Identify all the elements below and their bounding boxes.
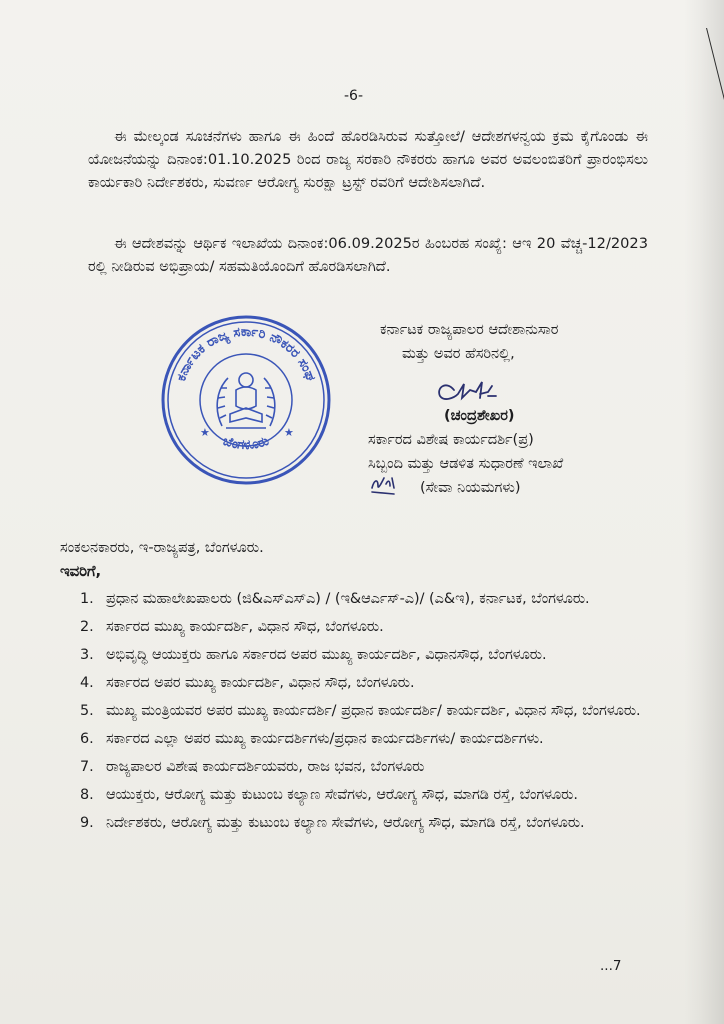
compiler-address: ಸಂಕಲನಕಾರರು, ಇ-ರಾಜ್ಯಪತ್ರ, ಬೆಂಗಳೂರು. (60, 540, 264, 556)
signatory-department: ಸಿಬ್ಬಂದಿ ಮತ್ತು ಆಡಳಿತ ಸುಧಾರಣೆ ಇಲಾಖೆ (368, 456, 564, 472)
item-text: ಆಯುಕ್ತರು, ಆರೋಗ್ಯ ಮತ್ತು ಕುಟುಂಬ ಕಲ್ಯಾಣ ಸೇವೆಗಳು, ಆರೋಗ್ಯ ಸೌಧ, ಮಾಗಡಿ ರಸ್ತೆ, ಬೆಂಗಳೂರು. (106, 787, 578, 803)
emblem-icon (217, 373, 275, 428)
list-item (80, 644, 650, 666)
item-number: 1. (80, 591, 94, 607)
item-number: 2. (80, 619, 94, 635)
page-fold-shadow (684, 0, 724, 1024)
item-number: 7. (80, 759, 94, 775)
svg-text:★: ★ (200, 426, 210, 439)
item-number: 3. (80, 647, 94, 663)
list-item (80, 700, 650, 722)
initials-mark (368, 472, 398, 496)
seal-bottom-text: ಬೆಂಗಳೂರು (221, 433, 271, 454)
paragraph-text: ಈ ಆದೇಶವನ್ನು ಆರ್ಥಿಕ ಇಲಾಖೆಯ ದಿನಾಂಕ:06.09.2025ರ ಹಿಂಬರಹ ಸಂಖ್ಯೆ: ಆಇ 20 ವೆಚ್ಚ-12/2023 ರಲ್ಲಿ ನೀಡಿರುವ ಅಭಿಪ್ರಾಯ/ ಸಹಮತಿಯೊಂದಿಗೆ ಹೊರಡಿಸಲಾಗಿದೆ. (88, 235, 648, 275)
recipients-heading: ಇವರಿಗೆ, (60, 563, 102, 580)
list-item (80, 756, 650, 778)
svg-text:★: ★ (284, 426, 294, 439)
list-item (80, 784, 650, 806)
item-text: ಮುಖ್ಯ ಮಂತ್ರಿಯವರ ಅಪರ ಮುಖ್ಯ ಕಾರ್ಯದರ್ಶಿ/ ಪ್ರಧಾನ ಕಾರ್ಯದರ್ಶಿ/ ಕಾರ್ಯದರ್ಶಿ, ವಿಧಾನ ಸೌಧ, ಬೆಂಗಳೂರು. (106, 703, 641, 719)
authority-line-2: ಮತ್ತು ಅವರ ಹೆಸರಿನಲ್ಲಿ, (402, 346, 515, 362)
item-number: 8. (80, 787, 94, 803)
list-item (80, 672, 650, 694)
item-number: 6. (80, 731, 94, 747)
item-text: ಅಭಿವೃದ್ಧಿ ಆಯುಕ್ತರು ಹಾಗೂ ಸರ್ಕಾರದ ಅಪರ ಮುಖ್ಯ ಕಾರ್ಯದರ್ಶಿ, ವಿಧಾನಸೌಧ, ಬೆಂಗಳೂರು. (106, 647, 547, 663)
list-item (80, 728, 650, 750)
item-number: 9. (80, 815, 94, 831)
signatory-designation: ಸರ್ಕಾರದ ವಿಶೇಷ ಕಾರ್ಯದರ್ಶಿ(ಪ್ರ) (368, 432, 534, 448)
signatory-name: (ಚಂದ್ರಶೇಖರ) (444, 408, 515, 424)
list-item (80, 588, 650, 610)
page-number: -6- (344, 88, 364, 104)
continuation-marker: ...7 (600, 958, 622, 974)
list-item (80, 812, 650, 834)
item-text: ನಿರ್ದೇಶಕರು, ಆರೋಗ್ಯ ಮತ್ತು ಕುಟುಂಬ ಕಲ್ಯಾಣ ಸೇವೆಗಳು, ಆರೋಗ್ಯ ಸೌಧ, ಮಾಗಡಿ ರಸ್ತೆ, ಬೆಂಗಳೂರು. (106, 815, 585, 831)
paragraph-text: ಈ ಮೇಲ್ಕಂಡ ಸೂಚನೆಗಳು ಹಾಗೂ ಈ ಹಿಂದೆ ಹೊರಡಿಸಿರುವ ಸುತ್ತೋಲೆ/ ಆದೇಶಗಳನ್ವಯ ಕ್ರಮ ಕೈಗೊಂಡು ಈ ಯೋಜನೆಯನ್ನು ದಿನಾಂಕ:01.10.2025 ರಿಂದ ರಾಜ್ಯ ಸರಕಾರಿ ನೌಕರರು ಹಾಗೂ ಅವರ ಅವಲಂಬಿತರಿಗೆ ಪ್ರಾರಂಭಿಸಲು ಕಾರ್ಯಕಾರಿ ನಿರ್ದೇಶಕರು, ಸುವರ್ಣ ಆರೋಗ್ಯ ಸುರಕ್ಷಾ ಟ್ರಸ್ಟ್ ರವರಿಗೆ ಆದೇಶಿಸಲಾಗಿದೆ. (88, 128, 648, 191)
recipients-list (80, 588, 650, 840)
paragraph-approval (88, 232, 648, 278)
paragraph-instructions (88, 125, 648, 194)
official-seal (160, 314, 332, 486)
item-text: ಸರ್ಕಾರದ ಎಲ್ಲಾ ಅಪರ ಮುಖ್ಯ ಕಾರ್ಯದರ್ಶಿಗಳು/ಪ್ರಧಾನ ಕಾರ್ಯದರ್ಶಿಗಳು/ ಕಾರ್ಯದರ್ಶಿಗಳು. (106, 731, 544, 747)
list-item (80, 616, 650, 638)
item-text: ಸರ್ಕಾರದ ಮುಖ್ಯ ಕಾರ್ಯದರ್ಶಿ, ವಿಧಾನ ಸೌಧ, ಬೆಂಗಳೂರು. (106, 619, 384, 635)
item-text: ರಾಜ್ಯಪಾಲರ ವಿಶೇಷ ಕಾರ್ಯದರ್ಶಿಯವರು, ರಾಜ ಭವನ, ಬೆಂಗಳೂರು (106, 759, 425, 775)
authority-line: ಕರ್ನಾಟಕ ರಾಜ್ಯಪಾಲರ ಆದೇಶಾನುಸಾರ (380, 322, 559, 338)
seal-top-text: ಕರ್ನಾಟಕ ರಾಜ್ಯ ಸರ್ಕಾರಿ ನೌಕರರ ಸಂಘ (174, 324, 318, 384)
item-number: 4. (80, 675, 94, 691)
item-text: ಸರ್ಕಾರದ ಅಪರ ಮುಖ್ಯ ಕಾರ್ಯದರ್ಶಿ, ವಿಧಾನ ಸೌಧ, ಬೆಂಗಳೂರು. (106, 675, 415, 691)
signatory-section: (ಸೇವಾ ನಿಯಮಗಳು) (420, 480, 521, 496)
item-number: 5. (80, 703, 94, 719)
item-text: ಪ್ರಧಾನ ಮಹಾಲೇಖಪಾಲರು (ಜಿ&ಎಸ್ಎಸ್ಎ) / (ಇ&ಆರ್ಎಸ್-ಎ)/ (ಎ&ಇ), ಕರ್ನಾಟಕ, ಬೆಂಗಳೂರು. (106, 591, 590, 607)
